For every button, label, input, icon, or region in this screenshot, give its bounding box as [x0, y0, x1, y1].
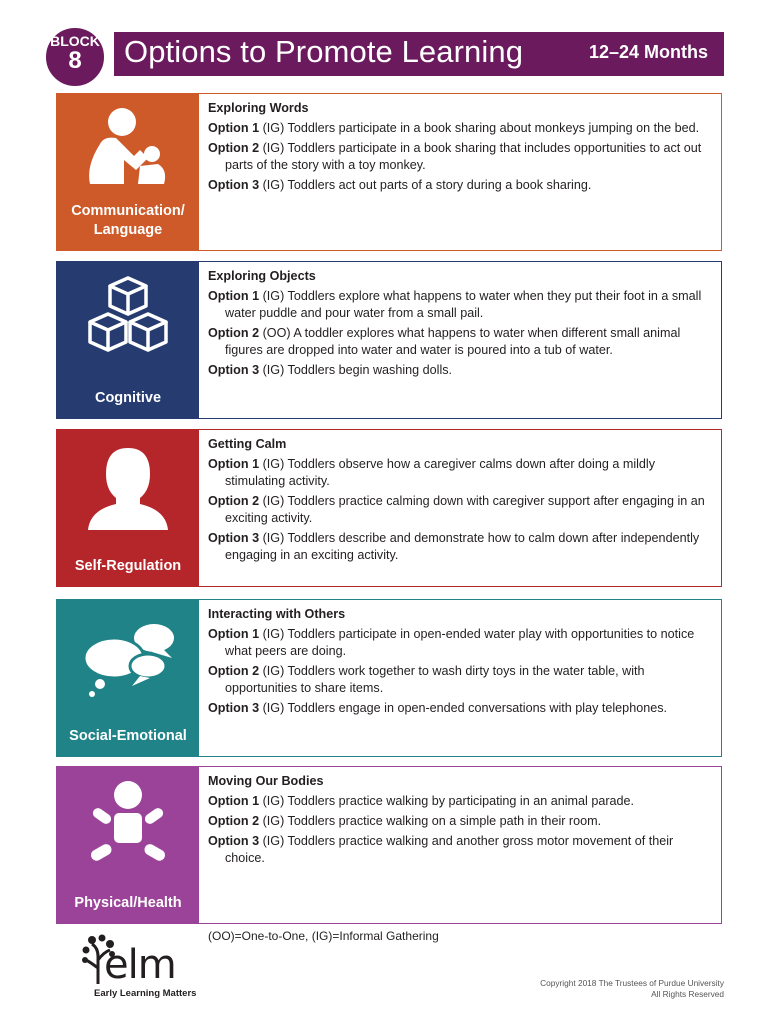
icon-panel-physical-health: [57, 767, 199, 923]
copyright: Copyright 2018 The Trustees of Purdue University All Rights Reserved: [540, 978, 724, 999]
age-range: 12–24 Months: [588, 42, 708, 62]
option-item: Option 2 (OO) A toddler explores what happens to water when different small animal figures are dropped into water and water is poured into a tub of water.: [208, 326, 681, 357]
stacked-blocks-icon: [78, 274, 178, 374]
option-item: Option 3 (IG) Toddlers practice walking and another gross motor movement of their choice.: [208, 834, 674, 865]
option-item: Option 1 (IG) Toddlers observe how a caregiver calms down after doing a mildly stimulating activity.: [208, 457, 656, 488]
domain-row-self-regulation: [56, 429, 722, 587]
option-item: Option 3 (IG) Toddlers begin washing dolls.: [208, 363, 453, 377]
option-item: Option 3 (IG) Toddlers act out parts of a story during a book sharing.: [208, 178, 592, 192]
title-bar: [114, 32, 724, 76]
option-item: Option 1 (IG) Toddlers participate in a book sharing about monkeys jumping on the bed.: [208, 121, 700, 135]
domain-row-cognitive: [56, 261, 722, 419]
options-physical-health: [208, 773, 713, 870]
option-item: Option 2 (IG) Toddlers practice walking on a simple path in their room.: [208, 814, 602, 828]
icon-panel-social-emotional: [57, 600, 199, 756]
page-title: Options to Promote Learning: [124, 34, 524, 69]
head-silhouette-icon: [78, 442, 178, 542]
logo-tagline: Early Learning Matters: [94, 988, 197, 999]
block-label: BLOCK: [50, 33, 100, 49]
speech-bubbles-icon: [78, 612, 178, 712]
section-title: Getting Calm: [208, 437, 287, 451]
adult-reading-to-child-icon: [78, 106, 178, 206]
option-item: Option 1 (IG) Toddlers participate in open-ended water play with opportunities to notice what peers are doing.: [208, 627, 695, 658]
option-item: Option 3 (IG) Toddlers describe and demonstrate how to calm down after independently engaging in an exciting activity.: [208, 531, 700, 562]
domain-label-physical-health: Physical/Health: [74, 895, 182, 911]
option-item: Option 1 (IG) Toddlers practice walking by participating in an animal parade.: [208, 794, 635, 808]
option-item: Option 2 (IG) Toddlers work together to wash dirty toys in the water table, with opportunities to share items.: [208, 664, 645, 695]
option-item: Option 3 (IG) Toddlers engage in open-ended conversations with play telephones.: [208, 701, 668, 715]
section-title: Exploring Objects: [208, 269, 316, 283]
domain-label-cognitive: Cognitive: [94, 390, 162, 406]
logo-word: elm: [104, 942, 176, 988]
icon-panel-cognitive: [57, 262, 199, 418]
elm-logo: [82, 934, 212, 1002]
option-item: Option 2 (IG) Toddlers participate in a book sharing that includes opportunities to act out parts of the story with a toy monkey.: [208, 141, 702, 172]
options-self-regulation: [208, 436, 713, 567]
page-header: [44, 26, 724, 86]
baby-figure-icon: [78, 779, 178, 879]
options-cognitive: [208, 268, 713, 382]
option-item: Option 2 (IG) Toddlers practice calming down with caregiver support after engaging in an exciting activity.: [208, 494, 705, 525]
domain-row-physical-health: [56, 766, 722, 924]
icon-panel-communication: [57, 94, 199, 250]
domain-label-self-regulation: Self-Regulation: [74, 558, 182, 574]
section-title: Exploring Words: [208, 101, 309, 115]
domain-label-communication: Communication/ Language: [71, 203, 185, 238]
block-badge: [44, 26, 106, 88]
options-social-emotional: [208, 606, 713, 720]
domain-label-social-emotional: Social-Emotional: [69, 728, 187, 744]
domain-row-social-emotional: [56, 599, 722, 757]
section-title: Moving Our Bodies: [208, 774, 324, 788]
legend-note: (OO)=One-to-One, (IG)=Informal Gathering: [208, 929, 439, 943]
icon-panel-self-regulation: [57, 430, 199, 586]
block-number: 8: [68, 47, 82, 74]
section-title: Interacting with Others: [208, 607, 346, 621]
domain-row-communication: [56, 93, 722, 251]
options-communication: [208, 100, 713, 197]
option-item: Option 1 (IG) Toddlers explore what happens to water when they put their foot in a small water puddle and pour water from a small pail.: [208, 289, 702, 320]
